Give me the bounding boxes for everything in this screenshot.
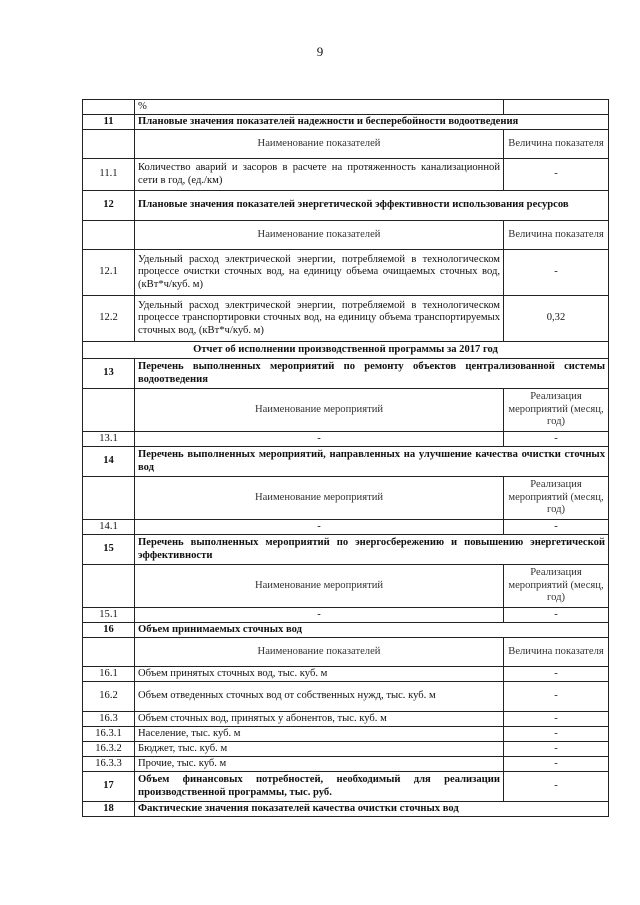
row-value: - [504, 742, 609, 757]
page-number: 9 [316, 44, 324, 59]
section-row-13 [83, 359, 609, 389]
cell-empty [83, 221, 135, 250]
column-header-name: Наименование показателей [135, 221, 504, 250]
table-row [83, 100, 609, 115]
section-number: 11 [83, 115, 135, 130]
section-title: Перечень выполненных мероприятий по ремонту объектов централизованной системы водоотведения [135, 359, 609, 389]
column-header-value: Реализация мероприятий (месяц, год) [504, 389, 609, 432]
row-name: - [135, 608, 504, 623]
table-row [83, 520, 609, 535]
row-number: 16.3 [83, 712, 135, 727]
row-number: 12.2 [83, 296, 135, 342]
row-name: Население, тыс. куб. м [135, 727, 504, 742]
row-name: Удельный расход электрической энергии, потребляемой в технологическом процессе очистки сточных вод, на единицу объема очищаемых сточных вод, (кВт*ч/куб. м) [135, 250, 504, 296]
table-row [83, 432, 609, 447]
column-header-value: Реализация мероприятий (месяц, год) [504, 477, 609, 520]
section-row-14 [83, 447, 609, 477]
row-value: - [504, 250, 609, 296]
column-header-name: Наименование мероприятий [135, 565, 504, 608]
section-row-11 [83, 115, 609, 130]
section-number: 16 [83, 623, 135, 638]
row-value: - [504, 772, 609, 802]
section-row-15 [83, 535, 609, 565]
row-value: - [504, 712, 609, 727]
table-row [83, 712, 609, 727]
row-number: 16.3.2 [83, 742, 135, 757]
section-title: Объем финансовых потребностей, необходимый для реализации производственной программы, тыс. руб. [135, 772, 504, 802]
column-header-name: Наименование показателей [135, 638, 504, 667]
row-name: Объем сточных вод, принятых у абонентов, тыс. куб. м [135, 712, 504, 727]
section-row-16 [83, 623, 609, 638]
section-number: 12 [83, 191, 135, 221]
row-name: Количество аварий и засоров в расчете на протяженность канализационной сети в год, (ед./км) [135, 159, 504, 191]
section-row-18 [83, 802, 609, 817]
row-name: Удельный расход электрической энергии, потребляемой в технологическом процессе транспортировки сточных вод, на единицу объема транспортируемых сточных вод, (кВт*ч/куб. м) [135, 296, 504, 342]
cell-empty [83, 638, 135, 667]
section-title: Плановые значения показателей надежности и бесперебойности водоотведения [135, 115, 609, 130]
row-number: 16.3.1 [83, 727, 135, 742]
table-row [83, 742, 609, 757]
row-name: - [135, 520, 504, 535]
production-program-table [82, 99, 609, 817]
row-number: 12.1 [83, 250, 135, 296]
header-row [83, 565, 609, 608]
row-number: 16.2 [83, 682, 135, 712]
cell-empty [504, 100, 609, 115]
header-row [83, 130, 609, 159]
row-number: 16.3.3 [83, 757, 135, 772]
row-value: - [504, 727, 609, 742]
header-row [83, 221, 609, 250]
row-name: Прочие, тыс. куб. м [135, 757, 504, 772]
unit-cell: % [135, 100, 504, 115]
table-row [83, 682, 609, 712]
row-value: 0,32 [504, 296, 609, 342]
row-number: 14.1 [83, 520, 135, 535]
cell-empty [83, 389, 135, 432]
table-row [83, 608, 609, 623]
row-number: 11.1 [83, 159, 135, 191]
table-row [83, 727, 609, 742]
section-number: 17 [83, 772, 135, 802]
row-name: Объем отведенных сточных вод от собственных нужд, тыс. куб. м [135, 682, 504, 712]
column-header-value: Величина показателя [504, 221, 609, 250]
table-row [83, 757, 609, 772]
header-row [83, 477, 609, 520]
column-header-name: Наименование мероприятий [135, 477, 504, 520]
column-header-name: Наименование мероприятий [135, 389, 504, 432]
row-value: - [504, 608, 609, 623]
section-number: 18 [83, 802, 135, 817]
header-row [83, 638, 609, 667]
column-header-value: Величина показателя [504, 638, 609, 667]
section-title: Перечень выполненных мероприятий по энергосбережению и повышению энергетической эффективности [135, 535, 609, 565]
row-number: 15.1 [83, 608, 135, 623]
section-title: Перечень выполненных мероприятий, направленных на улучшение качества очистки сточных вод [135, 447, 609, 477]
section-title: Объем принимаемых сточных вод [135, 623, 609, 638]
row-value: - [504, 159, 609, 191]
row-name: Бюджет, тыс. куб. м [135, 742, 504, 757]
section-number: 15 [83, 535, 135, 565]
report-title: Отчет об исполнении производственной программы за 2017 год [83, 342, 609, 359]
row-value: - [504, 682, 609, 712]
cell-empty [83, 100, 135, 115]
row-number: 16.1 [83, 667, 135, 682]
row-value: - [504, 520, 609, 535]
header-row [83, 389, 609, 432]
section-title: Плановые значения показателей энергетической эффективности использования ресурсов [135, 191, 609, 221]
cell-empty [83, 130, 135, 159]
column-header-name: Наименование показателей [135, 130, 504, 159]
row-value: - [504, 757, 609, 772]
report-title-row [83, 342, 609, 359]
column-header-value: Реализация мероприятий (месяц, год) [504, 565, 609, 608]
row-value: - [504, 667, 609, 682]
row-value: - [504, 432, 609, 447]
table-row [83, 250, 609, 296]
table-row [83, 667, 609, 682]
section-number: 14 [83, 447, 135, 477]
table-row [83, 296, 609, 342]
section-number: 13 [83, 359, 135, 389]
row-number: 13.1 [83, 432, 135, 447]
section-title: Фактические значения показателей качества очистки сточных вод [135, 802, 609, 817]
cell-empty [83, 565, 135, 608]
row-name: Объем принятых сточных вод, тыс. куб. м [135, 667, 504, 682]
section-row-17 [83, 772, 609, 802]
row-name: - [135, 432, 504, 447]
column-header-value: Величина показателя [504, 130, 609, 159]
cell-empty [83, 477, 135, 520]
table-row [83, 159, 609, 191]
section-row-12 [83, 191, 609, 221]
